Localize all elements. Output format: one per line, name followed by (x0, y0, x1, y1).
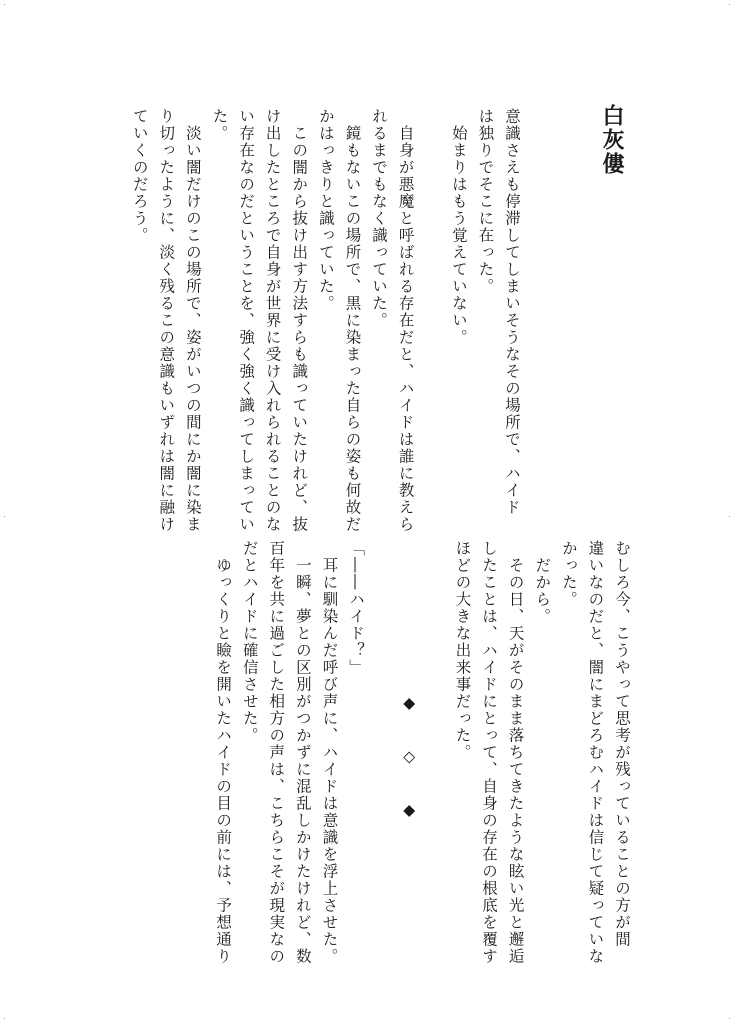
text-block-lower (125, 540, 635, 965)
crop-mark (2, 514, 8, 520)
text-line: 百年を共に過ごした相方の声は、こちらこそが現実なの (267, 540, 286, 965)
text-line: 意識さえも停滞してしまいそうなその場所で、ハイド (503, 108, 521, 516)
text-line: その日、天がそのまま落ちてきたような眩い光と邂逅 (506, 540, 525, 965)
text-line: 「――ハイド？」 (347, 540, 366, 676)
text-line: た。 (210, 108, 229, 142)
text-line: かはっきりと識っていた。 (316, 108, 335, 312)
text-line: ゆっくりと瞼を開いたハイドの目の前には、予想通り (214, 540, 233, 965)
text-line: け出したところで自身が世界に受け入れられることのな (263, 108, 282, 533)
text-line: だとハイドに確信させた。 (240, 540, 259, 744)
text-line: 始まりはもう覚えていない。 (449, 108, 468, 346)
text-block-upper (125, 108, 525, 533)
text-line: 鏡もないこの場所で、黒に染まった自らの姿も何故だ (343, 108, 362, 533)
text-line: 淡い闇だけのこの場所で、姿がいつの間にか闇に染ま (183, 108, 202, 533)
text-line: 一瞬、夢との区別がつかずに混乱しかけたけれど、数 (293, 540, 312, 965)
crop-mark (727, 514, 733, 520)
crop-mark (727, 1016, 733, 1022)
section-separator: ◆ ◇ ◆ (400, 694, 419, 821)
blank-line (422, 540, 449, 940)
text-line: したことは、ハイドにとって、自身の存在の根底を覆す (480, 540, 499, 965)
crop-mark (2, 1016, 8, 1022)
text-line: 違いなのだと、闇にまどろむハイドは信じて疑っていな (586, 540, 605, 965)
blank-line (369, 540, 396, 940)
crop-mark (2, 2, 8, 8)
text-line: 耳に馴染んだ呼び声に、ハイドは意識を浮上させた。 (320, 540, 339, 965)
text-line: り切ったように、淡く残るこの意識もいずれは闇に融け (157, 108, 176, 533)
chapter-title: 白灰僂 (599, 104, 625, 176)
text-line: この闇から抜け出す方法すらも識っていたけれど、抜 (290, 108, 309, 533)
text-line: は独りでそこに在った。 (476, 108, 495, 295)
crop-mark (727, 2, 733, 8)
text-line: 自身が悪魔と呼ばれる存在だと、ハイドは誰に教えら (396, 108, 415, 533)
text-line: だから。 (533, 540, 552, 625)
text-line: むしろ今、こうやって思考が残っていることの方が間 (613, 540, 631, 948)
blank-line (419, 108, 446, 508)
text-line: ていくのだろう。 (130, 108, 149, 244)
text-line: い存在なのだということを、強く強く識ってしまってい (237, 108, 256, 533)
text-line: ほどの大きな出来事だった。 (453, 540, 472, 761)
text-line: かった。 (559, 540, 578, 608)
text-line: れるまでもなく識っていた。 (370, 108, 389, 329)
